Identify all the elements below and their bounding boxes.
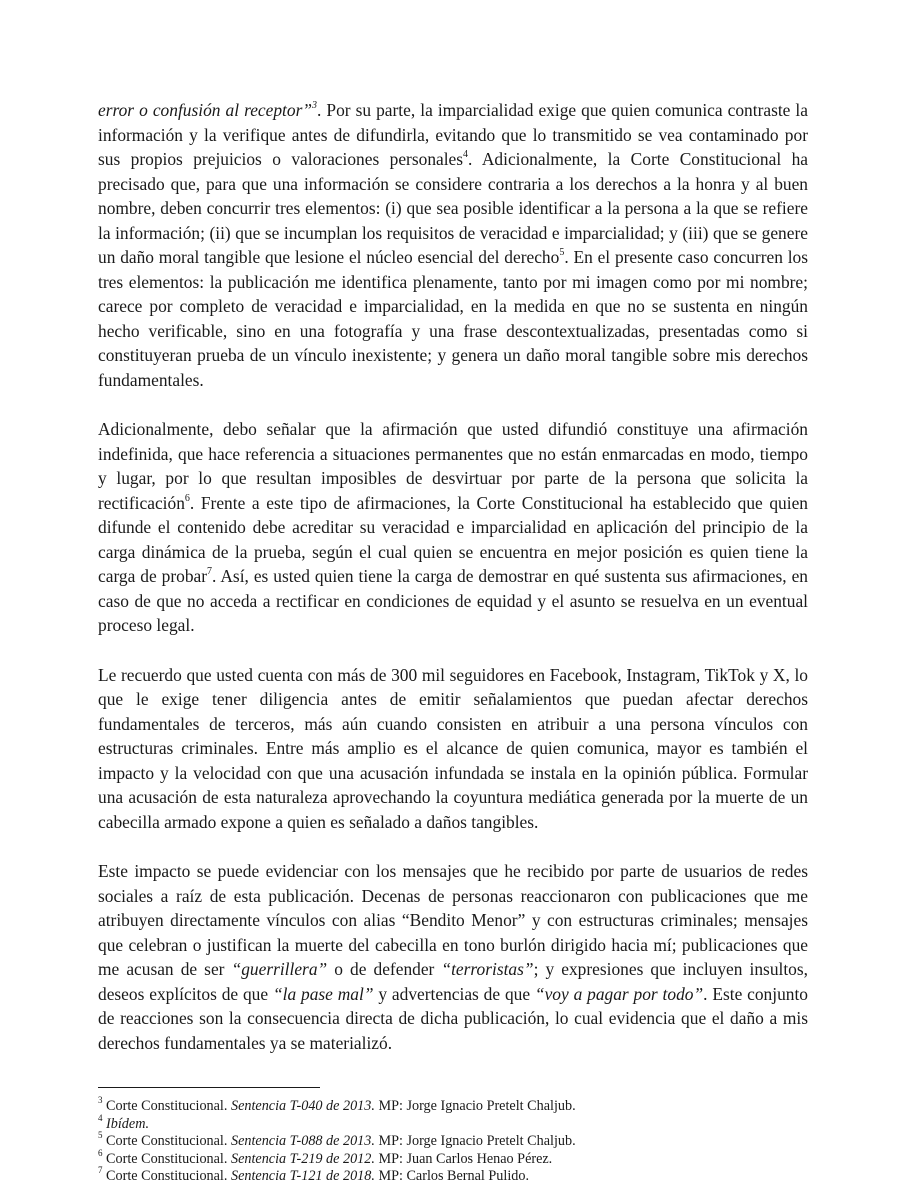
- footnote-citation: Ibídem.: [106, 1115, 149, 1132]
- italic-text: “terroristas”: [441, 959, 534, 979]
- footnote-separator: [98, 1087, 320, 1088]
- footnote-3: [98, 1095, 808, 1116]
- paragraph-1: [98, 98, 808, 392]
- footnote-text: Corte Constitucional.: [106, 1098, 231, 1114]
- footnote-reference: 6: [184, 492, 190, 504]
- footnote-5: [98, 1130, 808, 1151]
- text-run: y advertencias de que: [373, 983, 535, 1004]
- text-run: Este impacto se puede evidenciar con los mensajes que he recibido por parte de usuarios de redes sociales a raíz de esta publicación. Decenas de personas reaccionaron con publicaciones que me atribuyen directamente vínculos con alias “Bendito Menor” y con estructuras criminales; mensajes que celebran o justifican la muerte del cabecilla en tono burlón dirigido hacia mí; publicaciones que me acusan de ser: [98, 861, 808, 979]
- footnote-author: MP: Carlos Bernal Pulido.: [374, 1168, 530, 1184]
- footnote-author: MP: Jorge Ignacio Pretelt Chaljub.: [374, 1098, 576, 1114]
- footnote-7: [98, 1165, 808, 1186]
- footnote-citation: Sentencia T-040 de 2013.: [230, 1098, 375, 1114]
- footnote-reference: 4: [463, 149, 469, 161]
- text-run: Adicionalmente, debo señalar que la afirmación que usted difundió constituye una afirmación indefinida, que hace referencia a situaciones permanentes que no están enmarcadas en modo, tiempo y lugar, por lo que resultan imposibles de desvirtuar por parte de la persona que solicita la rectificación: [98, 419, 808, 513]
- body-text: [98, 98, 808, 1055]
- text-run: . En el presente caso concurren los tres elementos: la publicación me identifica plenamente, tanto por mi imagen como por mi nombre; carece por completo de veracidad e imparcialidad, en la medida en que no se sustenta en ningún hecho verificable, sino en una fotografía y una frase descontextualizadas, presentadas como si constituyeran prueba de un vínculo inexistente; y genera un daño moral tangible sobre mis derechos fundamentales.: [98, 247, 808, 390]
- paragraph-4: [98, 859, 808, 1055]
- text-run: . Así, es usted quien tiene la carga de demostrar en qué sustenta sus afirmaciones, en caso de que no acceda a rectificar en condiciones de equidad y el asunto se resuelva en un eventual proceso legal.: [98, 566, 808, 635]
- italic-text: error o confusión al receptor”: [98, 100, 313, 120]
- text-run: . Adicionalmente, la Corte Constitucional ha precisado que, para que una información se considere contraria a los derechos a la honra y al buen nombre, deben concurrir tres elementos: (i) que sea posible identificar a la persona a la que se refiere la información; (ii) que se incumplan los requisitos de veracidad e imparcialidad; y (iii) que se genere un daño moral tangible que lesione el núcleo esencial del derecho: [98, 149, 808, 267]
- paragraph-2: [98, 417, 808, 638]
- paragraph-3: [98, 663, 808, 835]
- footnote-text: Corte Constitucional.: [106, 1168, 231, 1184]
- text-run: o de defender: [327, 959, 442, 979]
- footnote-number: 5: [98, 1130, 103, 1141]
- footnote-4: [98, 1112, 808, 1134]
- footnote-6: [98, 1147, 808, 1169]
- text-run: ; y expresiones que incluyen insultos, deseos explícitos de que: [98, 959, 808, 1004]
- footnote-text: Corte Constitucional.: [106, 1150, 231, 1167]
- footnote-citation: Sentencia T-088 de 2013.: [230, 1133, 375, 1149]
- footnote-number: 3: [98, 1095, 103, 1106]
- footnote-text: Corte Constitucional.: [106, 1133, 231, 1149]
- text-run: Le recuerdo que usted cuenta con más de 300 mil seguidores en Facebook, Instagram, TikTok y X, lo que le exige tener diligencia antes de emitir señalamientos que puedan afectar derechos fundamentales de terceros, más aún cuando consisten en atribuir a una persona vínculos con estructuras criminales. Entre más amplio es el alcance de quien comunica, mayor es también el impacto y la velocidad con que una acusación infundada se instala en la opinión pública. Formular una acusación de esta naturaleza aprovechando la coyuntura mediática generada por la muerte de un cabecilla armado expone a quien es señalado a daños tangibles.: [98, 664, 808, 832]
- footnote-citation: Sentencia T-219 de 2012.: [230, 1150, 375, 1167]
- footnote-number: 6: [98, 1147, 103, 1158]
- footnote-reference: 7: [207, 566, 213, 578]
- text-run: . Por su parte, la imparcialidad exige que quien comunica contraste la información y la verifique antes de difundirla, evitando que lo transmitido se vea contaminado por sus propios prejuicios o valoraciones personales: [98, 100, 808, 169]
- footnote-reference: 5: [559, 247, 565, 259]
- footnote-author: MP: Jorge Ignacio Pretelt Chaljub.: [374, 1133, 576, 1149]
- text-run: . Frente a este tipo de afirmaciones, la Corte Constitucional ha establecido que quien difunde el contenido debe acreditar su veracidad e imparcialidad en aplicación del principio de la carga dinámica de la prueba, según el cual quien se encuentra en mejor posición es quien tiene la carga de probar: [98, 492, 808, 586]
- footnote-reference: 3: [312, 100, 318, 112]
- footnotes: [98, 1095, 808, 1186]
- footnote-citation: Sentencia T-121 de 2018.: [230, 1168, 375, 1184]
- footnote-author: MP: Juan Carlos Henao Pérez.: [374, 1150, 553, 1167]
- text-run: . Este conjunto de reacciones son la consecuencia directa de dicha publicación, lo cual evidencia que el daño a mis derechos fundamentales ya se materializó.: [98, 983, 809, 1053]
- footnote-number: 7: [98, 1165, 103, 1176]
- italic-text: “guerrillera”: [231, 959, 328, 979]
- italic-text: “la pase mal”: [272, 983, 374, 1004]
- italic-text: “voy a pagar por todo”: [534, 983, 704, 1004]
- footnote-number: 4: [98, 1112, 103, 1123]
